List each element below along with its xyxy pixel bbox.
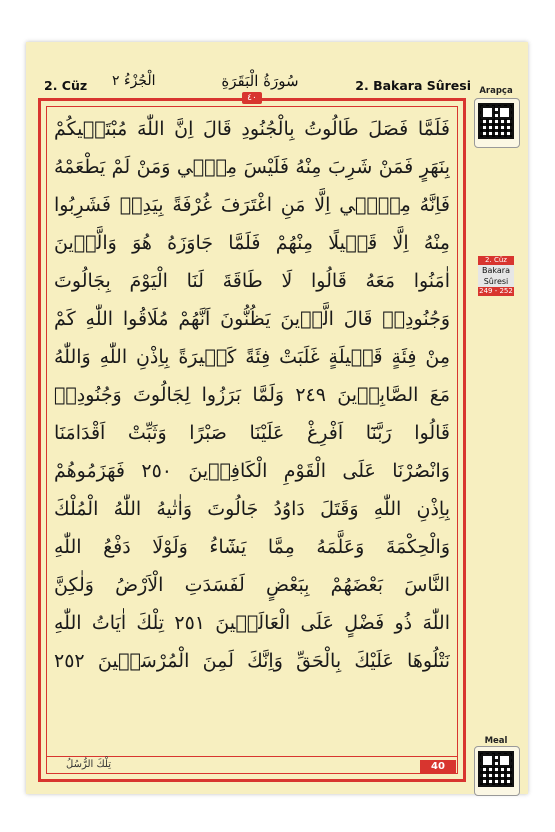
verse-line: وَانْصُرْنَا عَلَى الْقَوْمِ الْكَافِرٖينَ ٢٥٠ فَهَزَمُوهُمْ <box>54 460 450 482</box>
surah-title-arabic: سُورَةُ الْبَقَرَةِ <box>221 72 299 90</box>
tab-surah <box>478 265 514 287</box>
qr-code-icon[interactable] <box>478 103 514 139</box>
catchword: تِلْكَ الرُّسُلُ <box>66 759 111 770</box>
tab-verse-range: 249 - 252 <box>479 287 513 295</box>
tab-surah-line1: Bakara <box>482 266 510 275</box>
page-number-top: ٤٠ <box>242 92 262 104</box>
page-number: 40 <box>420 760 456 774</box>
verse-line: اٰمَنُوا مَعَهُ قَالُوا لَا طَاقَةَ لَنَا الْيَوْمَ بِجَالُوتَ <box>54 270 450 292</box>
qr-code-icon[interactable] <box>478 751 514 787</box>
verse-line: فَلَمَّا فَصَلَ طَالُوتُ بِالْجُنُودِ قَالَ اِنَّ اللّٰهَ مُبْتَلٖيكُمْ <box>54 118 450 140</box>
surah-title: 2. Bakara Sûresi <box>355 78 471 93</box>
juz-label-arabic: الْجُزْءُ ٢ <box>112 73 156 89</box>
qr-meal-label: Meal <box>484 736 508 746</box>
verse-line: النَّاسَ بَعْضَهُمْ بِبَعْضٍ لَفَسَدَتِ الْاَرْضُ وَلٰكِنَّ <box>54 574 450 596</box>
juz-label: 2. Cüz <box>44 78 88 93</box>
tab-juz: 2. Cüz <box>478 256 514 265</box>
verse-line: بِنَهَرٍ فَمَنْ شَرِبَ مِنْهُ فَلَيْسَ مِنّٖي وَمَنْ لَمْ يَطْعَمْهُ <box>54 156 450 178</box>
verse-line: بِاِذْنِ اللّٰهِ وَقَتَلَ دَاوُدُ جَالُوتَ وَاٰتٰيهُ اللّٰهُ الْمُلْكَ <box>54 498 450 520</box>
verse-line: فَاِنَّهُ مِنّٖٓي اِلَّا مَنِ اغْتَرَفَ غُرْفَةً بِيَدِهٖ فَشَرِبُوا <box>54 194 450 216</box>
section-tab <box>478 256 514 308</box>
verse-line: مِنْهُ اِلَّا قَلٖيلًا مِنْهُمْ فَلَمَّا جَاوَزَهُ هُوَ وَالَّذٖينَ <box>54 232 450 254</box>
qr-arabic-label: Arapça <box>479 86 513 96</box>
verse-text-block <box>54 110 450 750</box>
verse-line: مَعَ الصَّابِرٖينَ ٢٤٩ وَلَمَّا بَرَزُوا لِجَالُوتَ وَجُنُودِهٖ <box>54 384 450 406</box>
verse-line: قَالُوا رَبَّنَٓا اَفْرِغْ عَلَيْنَا صَبْرًا وَثَبِّتْ اَقْدَامَنَا <box>54 422 450 444</box>
verse-line: وَجُنُودِهٖ قَالَ الَّذٖينَ يَظُنُّونَ اَنَّهُمْ مُلَاقُوا اللّٰهِ كَمْ <box>54 308 450 330</box>
verse-line: نَتْلُوهَا عَلَيْكَ بِالْحَقِّ وَاِنَّكَ لَمِنَ الْمُرْسَلٖينَ ٢٥٢ <box>54 650 450 672</box>
tab-surah-line2: Sûresi <box>483 277 509 286</box>
verse-line: وَالْحِكْمَةَ وَعَلَّمَهُ مِمَّا يَشَٓاءُ وَلَوْلَا دَفْعُ اللّٰهِ <box>54 536 450 558</box>
verse-line: اللّٰهَ ذُو فَضْلٍ عَلَى الْعَالَمٖينَ ٢٥١ تِلْكَ اٰيَاتُ اللّٰهِ <box>54 612 450 634</box>
verse-line: مِنْ فِئَةٍ قَلٖيلَةٍ غَلَبَتْ فِئَةً كَثٖيرَةً بِاِذْنِ اللّٰهِ وَاللّٰهُ <box>54 346 450 368</box>
